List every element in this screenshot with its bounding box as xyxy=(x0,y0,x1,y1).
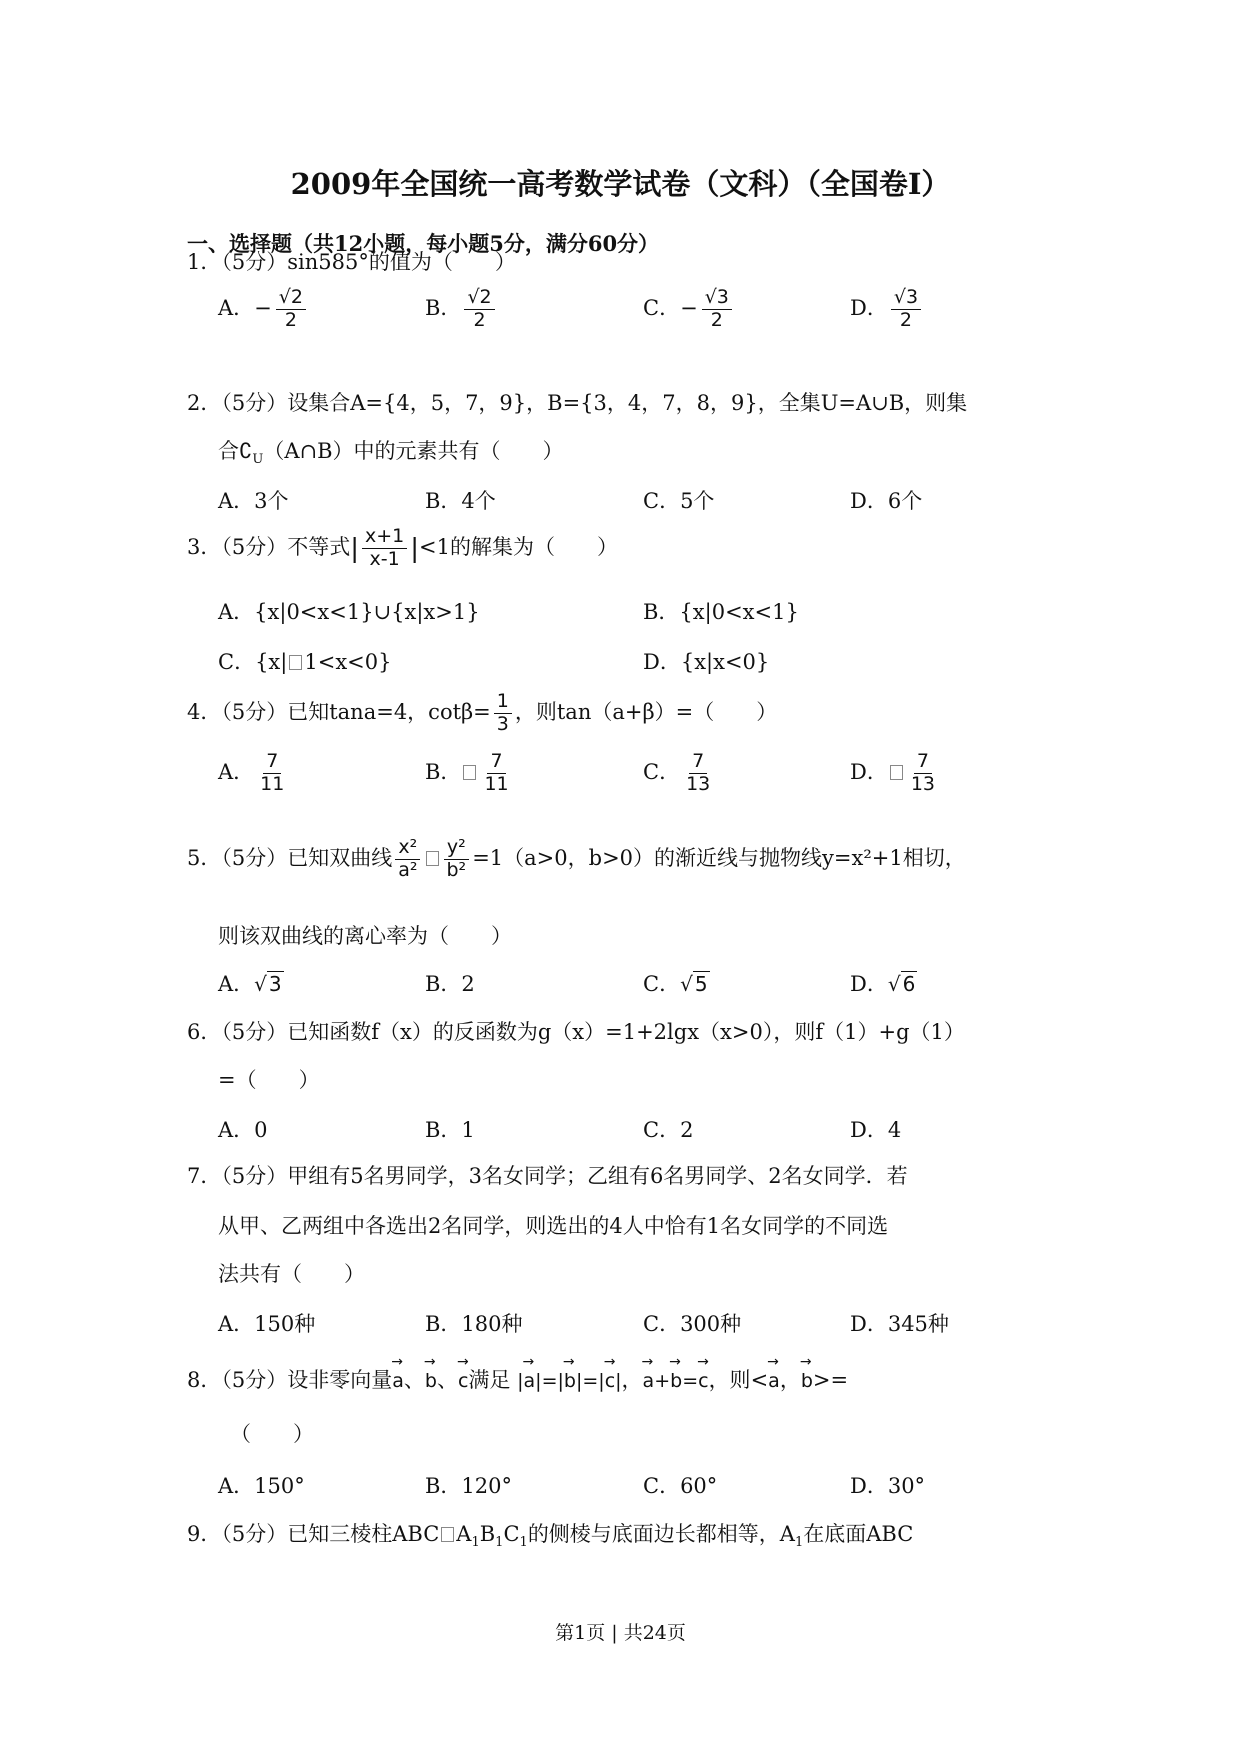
q6-option-b: B．1 xyxy=(425,1118,475,1142)
q2-option-d: D．6个 xyxy=(850,489,923,513)
q5-option-b: B．2 xyxy=(425,972,475,996)
q2-option-c: C．5个 xyxy=(643,489,715,513)
q3-option-d: D．{x|x<0} xyxy=(643,650,770,674)
question-8-line-1: 8．（5分）设非零向量→ a、→ b、→ c满足 |→ a|=|→ b|=|→ c|，→ a+→ b=→ c，则<→ a，→ b>= xyxy=(187,1364,848,1394)
q4-option-d: D． $\frac{7}{13}$ xyxy=(850,750,936,795)
q5-option-a: A．√ 3 xyxy=(218,972,282,996)
q5-option-c: C．√ 5 xyxy=(643,972,708,996)
q7-option-b: B．180种 xyxy=(425,1312,523,1336)
q4-option-b: B． $\frac{7}{11}$ xyxy=(425,750,509,795)
page-footer: 第1页 | 共24页 xyxy=(555,1622,686,1644)
question-5-line-2: 则该双曲线的离心率为（ ） xyxy=(218,924,512,948)
question-9-line-1: 9．（5分）已知三棱柱ABC $A_1B_1C_1$的侧棱与底面边长都相等，$A_1$在底面ABC xyxy=(187,1522,914,1551)
question-7-line-3: 法共有（ ） xyxy=(218,1262,365,1286)
q2-option-b: B．4个 xyxy=(425,489,496,513)
question-6-line-1: 6．（5分）已知函数f（x）的反函数为g（x）=1+2lgx（x>0），则f（1）+g（1） xyxy=(187,1020,965,1044)
q1-option-c: C．− $\frac{√3}{2}$ xyxy=(643,288,735,331)
q1-option-b: B． $\frac{√2}{2}$ xyxy=(425,288,498,331)
q6-option-a: A．0 xyxy=(218,1118,268,1142)
q1-option-a: A．− $\frac{√2}{2}$ xyxy=(218,288,309,331)
question-7-line-1: 7．（5分）甲组有5名男同学，3名女同学；乙组有6名男同学、2名女同学．若 xyxy=(187,1164,908,1188)
q8-option-d: D．30° xyxy=(850,1474,926,1498)
missing-glyph-box xyxy=(441,1527,454,1542)
question-8-line-2: （ ） xyxy=(230,1422,314,1446)
question-2-line-1: 2．（5分）设集合A={4，5，7，9}，B={3，4，7，8，9}，全集U=A∪B，则集 xyxy=(187,391,968,415)
q6-option-c: C．2 xyxy=(643,1118,694,1142)
q8-option-c: C．60° xyxy=(643,1474,718,1498)
section-heading: 一、选择题（共12小题，每小题5分，满分60分） xyxy=(187,231,660,256)
q4-option-a: A． $\frac{7}{11}$ xyxy=(218,750,285,795)
q5-option-d: D．√ 6 xyxy=(850,972,916,996)
question-3-stem: 3．（5分）不等式| $\frac{x+1}{x-1}$ |<1的解集为（ ） xyxy=(187,525,618,570)
page-title: 2009年全国统一高考数学试卷（文科）（全国卷I） xyxy=(290,167,951,201)
question-7-line-2: 从甲、乙两组中各选出2名同学，则选出的4人中恰有1名女同学的不同选 xyxy=(218,1214,889,1238)
q3-option-b: B．{x|0<x<1} xyxy=(643,600,799,624)
missing-glyph-box xyxy=(289,655,302,670)
question-4-stem: 4．（5分）已知tana=4，cotβ= $\frac{1}{3}$ ，则tan（a+β）=（ ） xyxy=(187,690,778,735)
question-5-line-1: 5．（5分）已知双曲线 $\frac{\text{x²}}{\text{a²}}$ $\frac{\text{y²}}{\text{b²}}$ =1（a>0，b>0）的渐近线与抛物线y=x²+1相切， xyxy=(187,836,966,881)
q4-option-c: C． $\frac{7}{13}$ xyxy=(643,750,711,795)
missing-glyph-box xyxy=(426,851,439,866)
q1-option-d: D． $\frac{√3}{2}$ xyxy=(850,288,924,331)
q7-option-a: A．150种 xyxy=(218,1312,316,1336)
q8-option-b: B．120° xyxy=(425,1474,513,1498)
question-2-line-2: 合$∁_U(A\cap B)$中的元素共有（ ） xyxy=(218,439,564,468)
q2-option-a: A．3个 xyxy=(218,489,289,513)
q3-option-c: C．{x| 1<x<0} xyxy=(218,650,392,674)
question-6-line-2: =（ ） xyxy=(218,1068,320,1092)
missing-glyph-box xyxy=(890,765,903,780)
q3-option-a: A．{x|0<x<1}∪{x|x>1} xyxy=(218,600,480,624)
missing-glyph-box xyxy=(463,765,476,780)
q8-option-a: A．150° xyxy=(218,1474,305,1498)
question-1-stem: 1．（5分）sin585°的值为（ ） xyxy=(187,250,516,274)
q6-option-d: D．4 xyxy=(850,1118,902,1142)
q7-option-d: D．345种 xyxy=(850,1312,949,1336)
q7-option-c: C．300种 xyxy=(643,1312,742,1336)
